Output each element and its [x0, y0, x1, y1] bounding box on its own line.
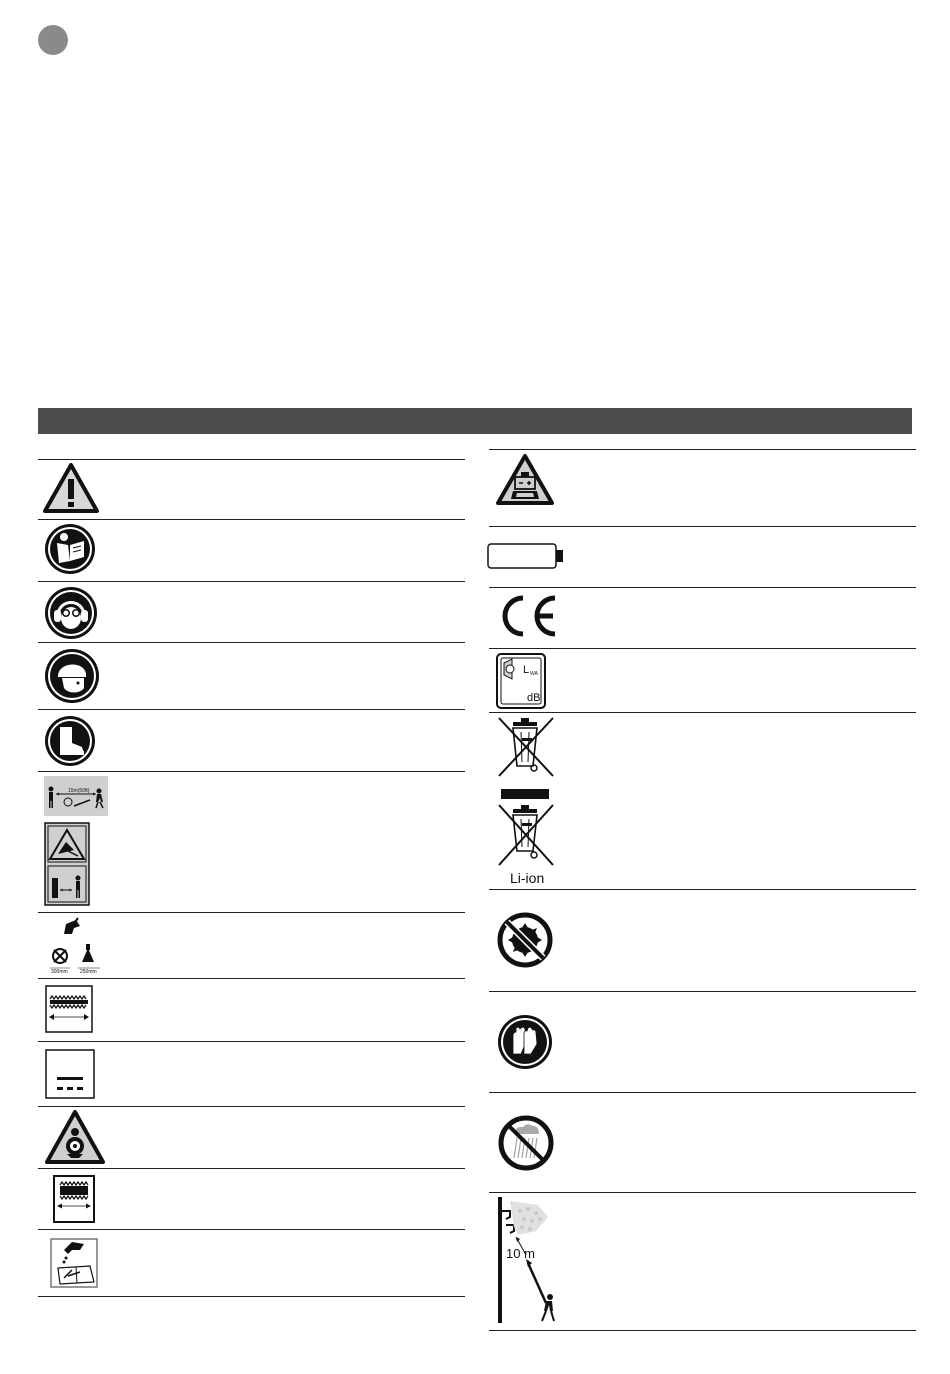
keep-distance-bystanders-icon [44, 776, 108, 816]
power-line-distance-icon [496, 1197, 558, 1323]
row-divider [38, 771, 465, 772]
warning-triangle-icon [42, 462, 100, 514]
sound-power-level-icon [496, 653, 546, 709]
falling-objects-sign-icon [44, 822, 90, 906]
db-label: dB [527, 692, 541, 704]
weee-battery-bin-icon [497, 789, 555, 869]
row-divider [38, 1041, 465, 1042]
row-divider [489, 712, 916, 713]
thrown-objects-warning-icon [45, 1110, 105, 1166]
distance-10m-label: 10 m [506, 1246, 535, 1261]
lwa-subscript: WA [530, 671, 538, 677]
row-divider [38, 978, 465, 979]
row-divider [489, 1192, 916, 1193]
do-not-expose-rain-icon [497, 1114, 555, 1172]
read-manual-icon [44, 523, 96, 575]
row-divider [38, 519, 465, 520]
row-divider [38, 1296, 465, 1297]
row-divider [489, 991, 916, 992]
row-divider [38, 709, 465, 710]
chain-length-icon [45, 985, 93, 1033]
ce-mark-icon [495, 592, 559, 640]
li-ion-label: Li-ion [510, 870, 545, 886]
no-saw-blade-icon [497, 912, 553, 968]
row-divider [489, 1092, 916, 1093]
battery-charger-warning-icon [495, 453, 555, 507]
row-divider [38, 1106, 465, 1107]
section-header-bar [38, 408, 912, 434]
direct-current-icon [45, 1049, 95, 1099]
chain-oil-manual-icon [50, 1238, 98, 1288]
row-divider [38, 1168, 465, 1169]
weee-bin-icon [497, 716, 555, 778]
row-divider [489, 1330, 916, 1331]
page-language-badge [38, 25, 68, 55]
row-divider [38, 912, 465, 913]
wear-helmet-icon [44, 648, 100, 704]
row-divider [489, 889, 916, 890]
wear-eye-ear-protection-icon [44, 586, 98, 640]
wear-safety-boots-icon [44, 715, 96, 767]
row-divider [38, 642, 465, 643]
wear-gloves-icon [497, 1014, 553, 1070]
row-divider [489, 648, 916, 649]
clearance-label-left: 300mm [51, 969, 68, 974]
row-divider [38, 581, 465, 582]
chain-bar-length-icon [53, 1175, 95, 1223]
row-divider [489, 526, 916, 527]
row-divider [489, 449, 916, 450]
row-divider [38, 1229, 465, 1230]
row-divider [38, 459, 465, 460]
battery-icon [486, 542, 566, 570]
lwa-label: L [523, 664, 530, 676]
row-divider [489, 587, 916, 588]
blade-guard-clearance-icon [46, 916, 104, 974]
distance-label: 15m(50ft) [68, 788, 90, 794]
clearance-label-right: 250mm [80, 969, 97, 974]
